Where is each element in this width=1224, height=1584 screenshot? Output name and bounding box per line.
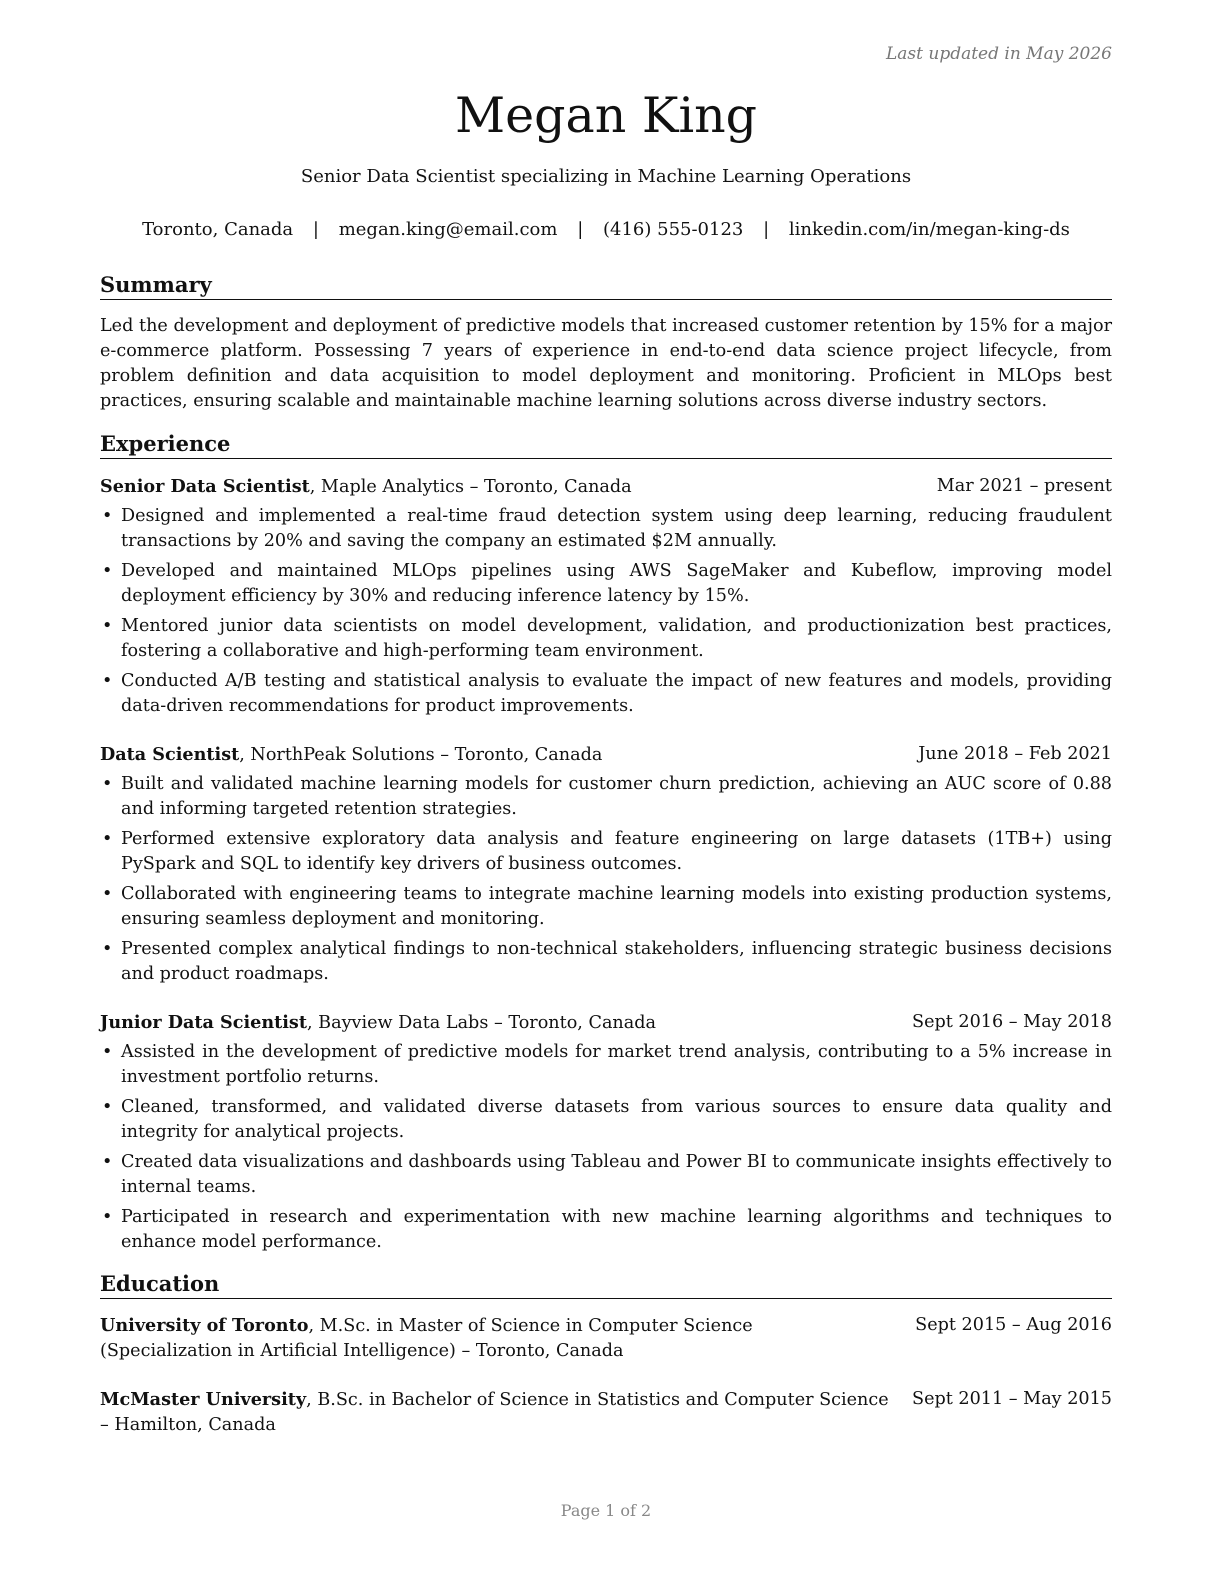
list-item <box>100 669 1112 719</box>
list-item <box>100 1095 1112 1145</box>
section-title-summary: Summary <box>100 272 1112 300</box>
bullet-text: Conducted A/B testing and statistical analysis to evaluate the impact of new features and models, providing data-driven recommendations for product improvements. <box>121 671 1112 716</box>
job-dates: June 2018 – Feb 2021 <box>918 744 1112 764</box>
bullet-text: Performed extensive exploratory data analysis and feature engineering on large datasets (1TB+) using PySpark and SQL to identify key drivers of business outcomes. <box>121 829 1112 874</box>
bullet-icon: • <box>102 561 113 581</box>
school-name: McMaster University <box>100 1389 307 1410</box>
tagline: Senior Data Scientist specializing in Machine Learning Operations <box>300 166 912 187</box>
list-item <box>100 504 1112 554</box>
list-item <box>100 559 1112 609</box>
job-bullets <box>100 1040 1112 1260</box>
list-item <box>100 1040 1112 1090</box>
contact-separator: | <box>312 219 319 240</box>
job-header <box>100 742 1112 768</box>
job-org: , NorthPeak Solutions – Toronto, Canada <box>239 745 603 765</box>
job-header <box>100 1010 1112 1036</box>
contact-email[interactable]: megan.king@email.com <box>338 219 558 240</box>
list-item <box>100 937 1112 987</box>
education-dates: Sept 2011 – May 2015 <box>912 1389 1112 1409</box>
list-item <box>100 614 1112 664</box>
bullet-icon: • <box>102 1207 113 1227</box>
bullet-icon: • <box>102 884 113 904</box>
bullet-text: Cleaned, transformed, and validated diverse datasets from various sources to ensure data quality and integrity for analytical projects. <box>121 1097 1112 1142</box>
list-item <box>100 1150 1112 1200</box>
section-title-experience: Experience <box>100 431 1112 459</box>
bullet-icon: • <box>102 616 113 636</box>
summary-text: Led the development and deployment of predictive models that increased customer retention by 15% for a major e-commerce platform. Possessing 7 years of experience in end-to-end data science project lifecycle, from problem definition and data acquisition to model deployment and monitoring. Proficient in MLOps best practices, ensuring scalable and maintainable machine learning solutions across diverse industry sectors. <box>100 316 1112 411</box>
bullet-icon: • <box>102 774 113 794</box>
job-org: , Bayview Data Labs – Toronto, Canada <box>306 1013 656 1033</box>
bullet-icon: • <box>102 506 113 526</box>
job-role: Junior Data Scientist <box>100 1012 307 1033</box>
contact-separator: | <box>577 219 584 240</box>
job-bullets <box>100 772 1112 992</box>
bullet-text: Developed and maintained MLOps pipelines using AWS SageMaker and Kubeflow, improving model deployment efficiency by 30% and reducing inference latency by 15%. <box>121 561 1112 606</box>
list-item <box>100 827 1112 877</box>
contact-separator: | <box>763 219 770 240</box>
bullet-text: Participated in research and experimentation with new machine learning algorithms and techniques to enhance model performance. <box>121 1207 1112 1252</box>
page-number: Page 1 of 2 <box>560 1501 652 1520</box>
contact-location: Toronto, Canada <box>142 219 294 240</box>
bullet-icon: • <box>102 939 113 959</box>
education-entry <box>100 1313 1112 1364</box>
bullet-text: Designed and implemented a real-time fraud detection system using deep learning, reducing fraudulent transactions by 20% and saving the company an estimated $2M annually. <box>121 506 1112 551</box>
last-updated: Last updated in May 2026 <box>885 44 1112 64</box>
bullet-text: Created data visualizations and dashboards using Tableau and Power BI to communicate insights effectively to internal teams. <box>121 1152 1112 1197</box>
bullet-icon: • <box>102 671 113 691</box>
job-dates: Sept 2016 – May 2018 <box>912 1012 1112 1032</box>
job-bullets <box>100 504 1112 724</box>
resume-page <box>100 0 1112 1584</box>
bullet-icon: • <box>102 1097 113 1117</box>
education-dates: Sept 2015 – Aug 2016 <box>915 1315 1112 1335</box>
job-role: Senior Data Scientist <box>100 476 310 497</box>
candidate-name: Megan King <box>454 87 758 144</box>
degree-detail: , B.Sc. in Bachelor of Science in Statistics and Computer Science – Hamilton, Canada <box>100 1390 889 1435</box>
job-org: , Maple Analytics – Toronto, Canada <box>309 477 632 497</box>
school-name: University of Toronto <box>100 1315 309 1336</box>
bullet-text: Mentored junior data scientists on model development, validation, and productionization best practices, fostering a collaborative and high-performing team environment. <box>121 616 1112 661</box>
bullet-icon: • <box>102 1042 113 1062</box>
job-role: Data Scientist <box>100 744 240 765</box>
bullet-text: Presented complex analytical findings to non-technical stakeholders, influencing strategic business decisions and product roadmaps. <box>121 939 1112 984</box>
bullet-text: Assisted in the development of predictive models for market trend analysis, contributing to a 5% increase in investment portfolio returns. <box>121 1042 1112 1087</box>
degree-detail: , M.Sc. in Master of Science in Computer Science (Specialization in Artificial Intelligence) – Toronto, Canada <box>100 1316 753 1361</box>
job-dates: Mar 2021 – present <box>936 476 1112 496</box>
list-item <box>100 882 1112 932</box>
list-item <box>100 1205 1112 1255</box>
job-header <box>100 474 1112 500</box>
contact-line <box>100 219 1112 240</box>
list-item <box>100 772 1112 822</box>
bullet-text: Built and validated machine learning models for customer churn prediction, achieving an AUC score of 0.88 and informing targeted retention strategies. <box>121 774 1112 819</box>
contact-phone: (416) 555-0123 <box>603 219 744 240</box>
bullet-icon: • <box>102 1152 113 1172</box>
contact-linkedin[interactable]: linkedin.com/in/megan-king-ds <box>788 219 1070 240</box>
education-entry <box>100 1387 1112 1438</box>
bullet-text: Collaborated with engineering teams to integrate machine learning models into existing production systems, ensuring seamless deployment and monitoring. <box>121 884 1112 929</box>
bullet-icon: • <box>102 829 113 849</box>
section-title-education: Education <box>100 1271 1112 1299</box>
